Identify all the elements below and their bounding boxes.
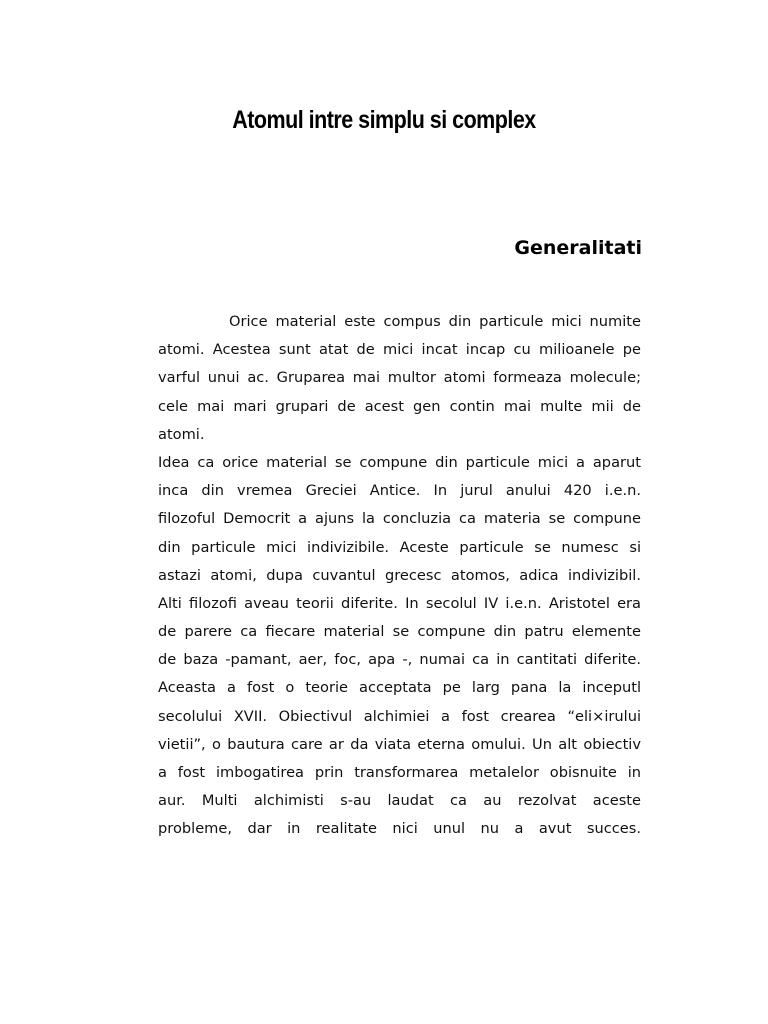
- text-line: vietii”, o bautura care ar da viata eterna omului. Un alt obiectiv: [158, 735, 641, 753]
- text-line: a fost imbogatirea prin transformarea metalelor obisnuite in: [158, 764, 641, 781]
- text-line: Alti filozofi aveau teorii diferite. In secolul IV i.e.n. Aristotel era: [158, 594, 641, 612]
- text-line: filozoful Democrit a ajuns la concluzia ca materia se compune: [158, 510, 641, 528]
- text-line: atomi. Acestea sunt atat de mici incat incap cu milioanele pe: [158, 341, 641, 359]
- text-line: din particule mici indivizibile. Aceste particule se numesc si: [158, 538, 641, 556]
- text-line: cele mai mari grupari de acest gen contin mai multe mii de: [158, 397, 641, 415]
- body-text: [158, 308, 641, 844]
- text-line: varful unui ac. Gruparea mai multor atomi formeaza molecule;: [158, 369, 641, 387]
- text-line: inca din vremea Greciei Antice. In jurul anului 420 i.e.n.: [158, 482, 641, 500]
- section-heading: Generalitati: [514, 237, 642, 259]
- text-line: de baza -pamant, aer, foc, apa -, numai ca in cantitati diferite.: [158, 651, 641, 669]
- text-line: aur. Multi alchimisti s-au laudat ca au rezolvat aceste: [158, 792, 641, 810]
- document-title: Atomul intre simplu si complex: [232, 106, 536, 134]
- text-line: Aceasta a fost o teorie acceptata pe larg pana la inceputl: [158, 679, 641, 697]
- text-line: de parere ca fiecare material se compune din patru elemente: [158, 623, 641, 641]
- text-line: Orice material este compus din particule mici numite: [229, 313, 641, 330]
- text-line: atomi.: [158, 425, 205, 443]
- text-line: astazi atomi, dupa cuvantul grecesc atomos, adica indivizibil.: [158, 566, 641, 584]
- text-line: Idea ca orice material se compune din particule mici a aparut: [158, 453, 641, 471]
- text-line: probleme, dar in realitate nici unul nu a avut succes.: [158, 820, 641, 838]
- text-line: secolului XVII. Obiectivul alchimiei a fost crearea “eli×irului: [158, 707, 641, 725]
